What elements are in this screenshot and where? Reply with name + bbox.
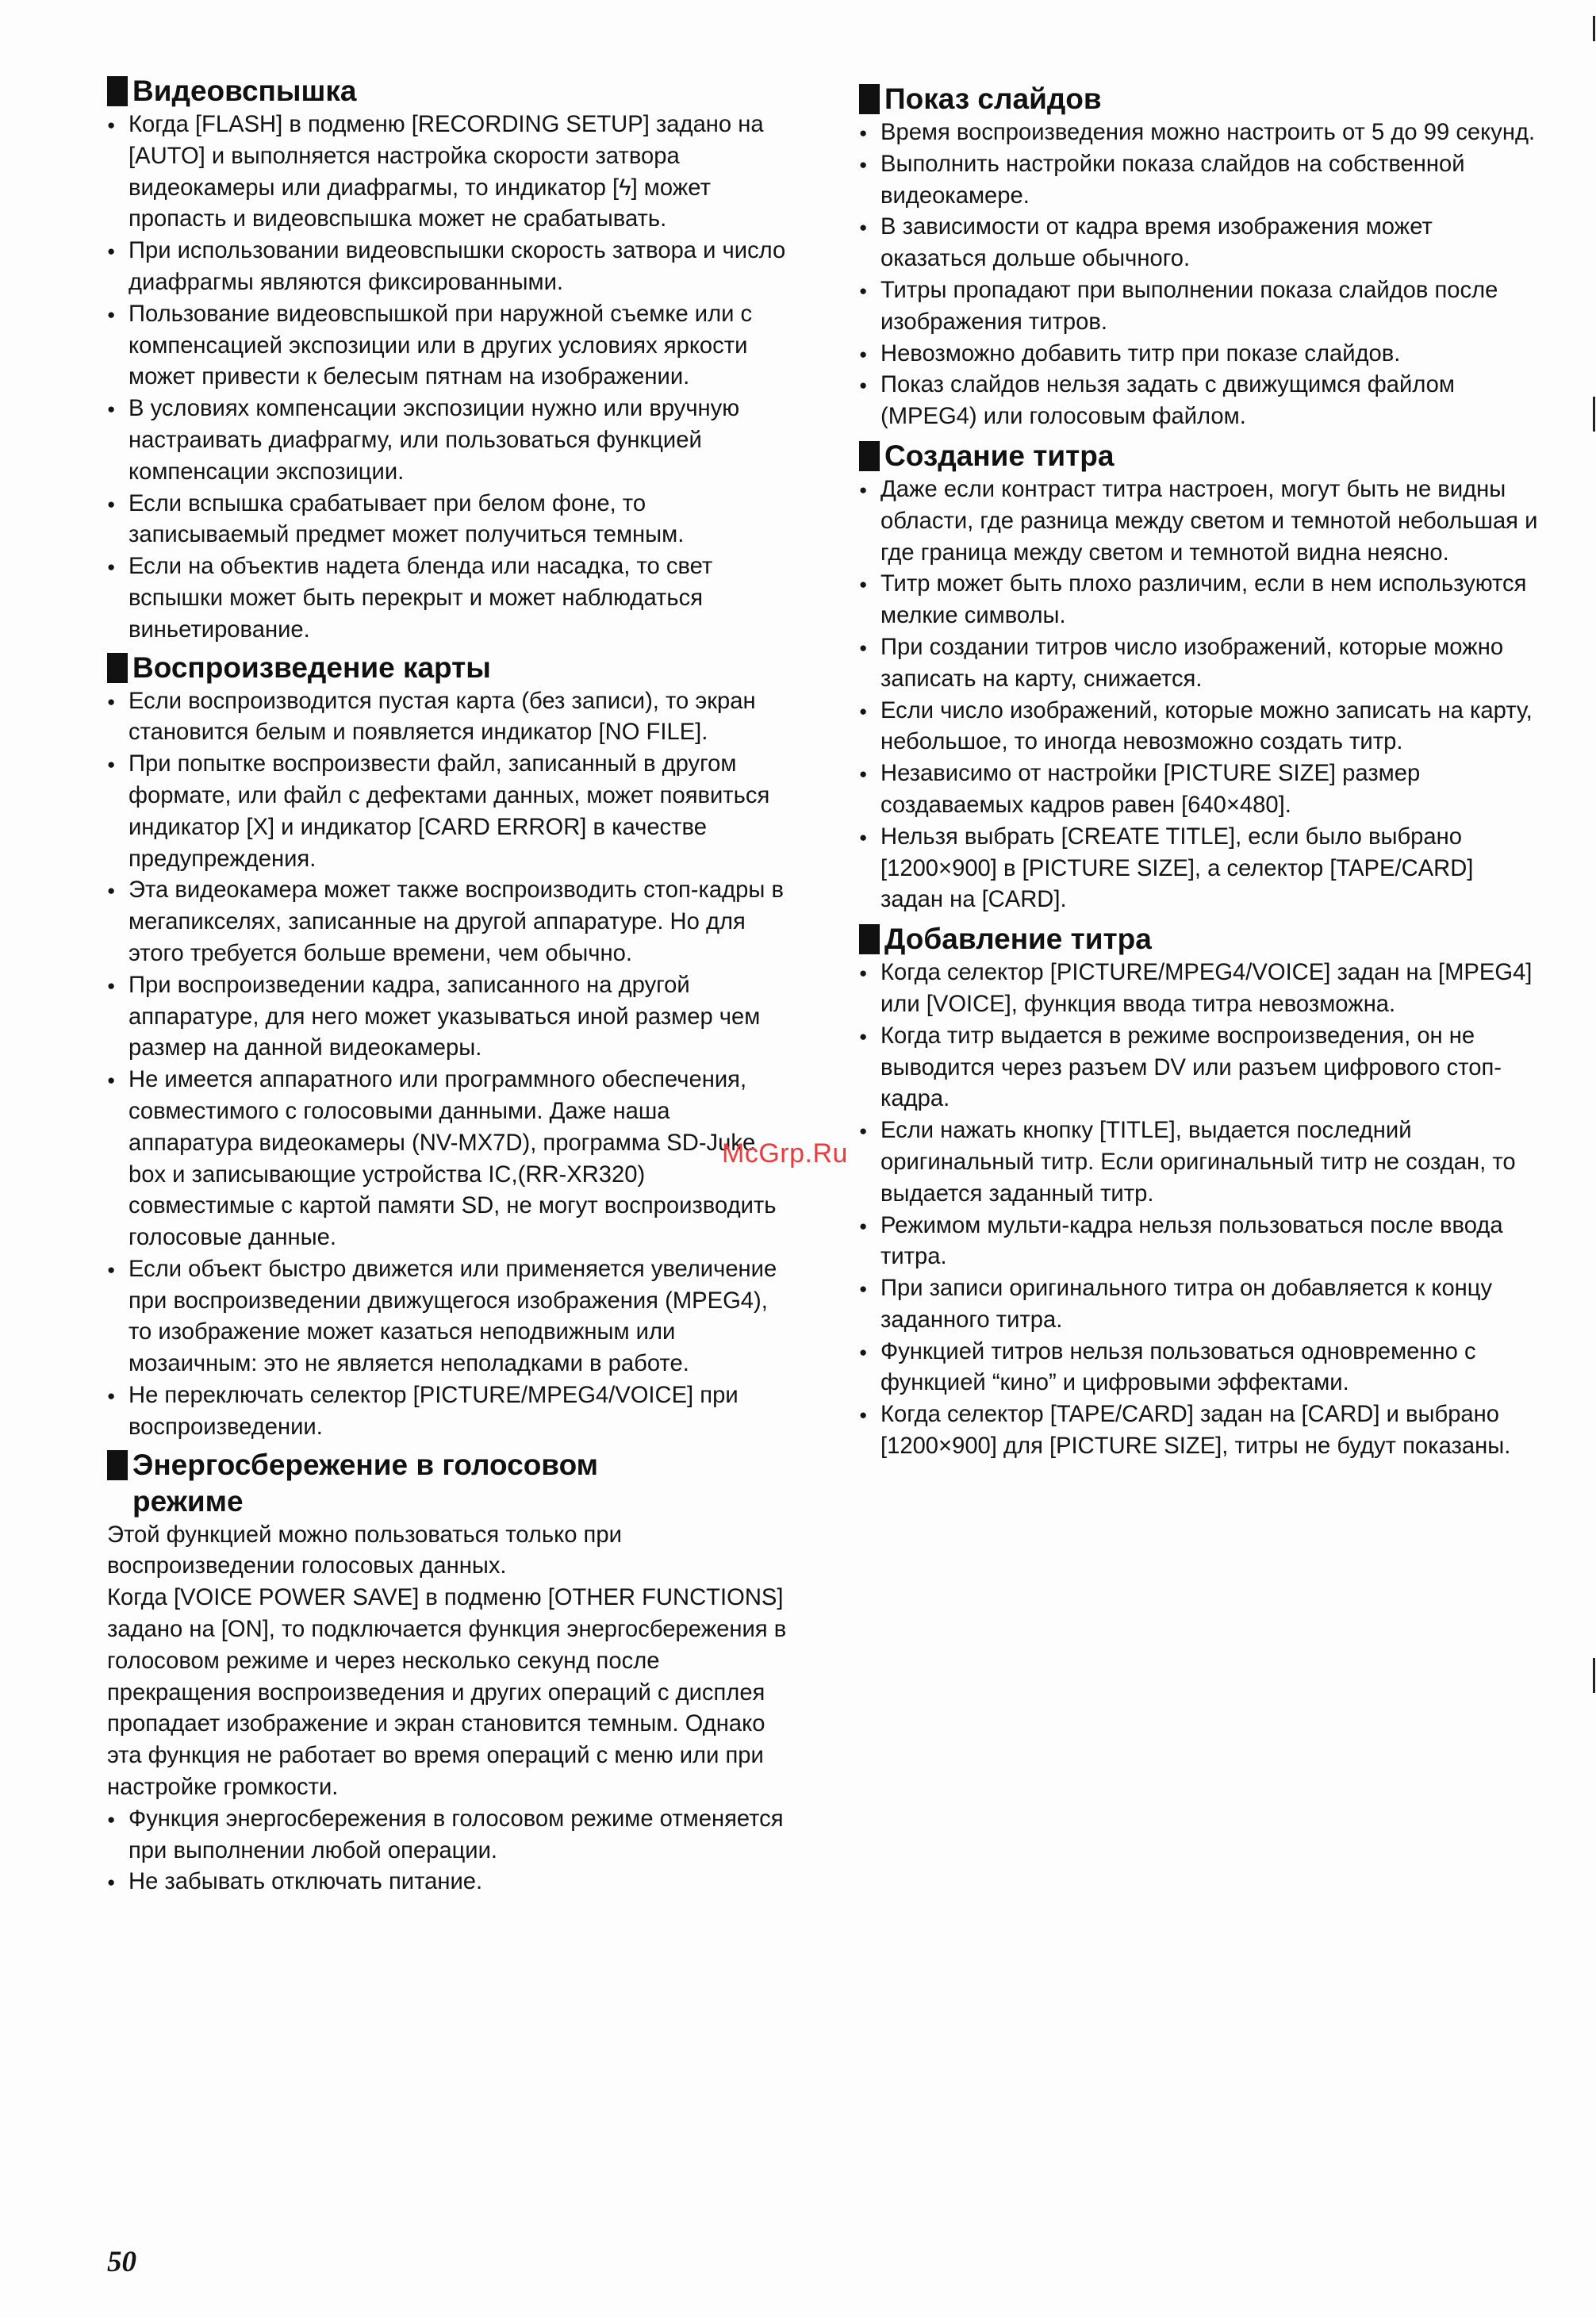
- list-item: ● Независимо от настройки [PICTURE SIZE] размер создаваемых кадров равен [640×480].: [859, 758, 1541, 822]
- scan-edge-mark: [1593, 16, 1595, 41]
- scan-edge-mark: [1593, 397, 1595, 432]
- list-item: ● Если объект быстро движется или применяется увеличение при воспроизведении движущегося изображения (MPEG4), то изображение может казаться неподвижным или мозаичным: это не является неполадками в работе.: [107, 1254, 793, 1380]
- list-item: ● Титр может быть плохо различим, если в нем используются мелкие символы.: [859, 569, 1541, 632]
- list-item: ● При попытке воспроизвести файл, записанный в другом формате, или файл с дефектами данных, может появиться индикатор [X] и индикатор [CARD ERROR] в качестве предупреждения.: [107, 749, 793, 875]
- section-flash: [107, 73, 793, 647]
- section-heading-card-playback: [107, 650, 793, 686]
- section-heading-flash: [107, 73, 793, 109]
- list-item: ● При использовании видеовспышки скорость затвора и число диафрагмы являются фиксированными.: [107, 236, 793, 299]
- heading-marker-icon: [107, 76, 128, 106]
- list-item: ● Показ слайдов нельзя задать с движущимся файлом (MPEG4) или голосовым файлом.: [859, 370, 1541, 433]
- right-column: [859, 81, 1541, 1468]
- section-heading-title-creation: [859, 438, 1541, 474]
- heading-marker-icon: [859, 924, 880, 954]
- list-item: ● При создании титров число изображений, которые можно записать на карту, снижается.: [859, 632, 1541, 696]
- heading-text: Воспроизведение карты: [132, 650, 491, 684]
- list-item: ● Время воспроизведения можно настроить от 5 до 99 секунд.: [859, 117, 1541, 149]
- list-item: ● Не переключать селектор [PICTURE/MPEG4/VOICE] при воспроизведении.: [107, 1380, 793, 1444]
- heading-text: Энергосбережение в голосовом режиме: [132, 1448, 599, 1518]
- list-item: ● Если на объектив надета бленда или насадка, то свет вспышки может быть перекрыт и может наблюдаться виньетирование.: [107, 551, 793, 646]
- list-item: ● Выполнить настройки показа слайдов на собственной видеокамере.: [859, 149, 1541, 213]
- heading-text: Создание титра: [884, 439, 1115, 472]
- bullet-list: [107, 1804, 793, 1898]
- list-item: ● Когда селектор [TAPE/CARD] задан на [CARD] и выбрано [1200×900] для [PICTURE SIZE], титры не будут показаны.: [859, 1399, 1541, 1463]
- left-column: [107, 73, 793, 1902]
- list-item: ● Невозможно добавить титр при показе слайдов.: [859, 339, 1541, 370]
- section-title-creation: [859, 438, 1541, 916]
- bullet-list: [859, 117, 1541, 433]
- bullet-list: [859, 474, 1541, 916]
- list-item: ● Даже если контраст титра настроен, могут быть не видны области, где разница между светом и темнотой небольшая и где граница между светом и темнотой видна неясно.: [859, 474, 1541, 569]
- list-item: ● Если вспышка срабатывает при белом фоне, то записываемый предмет может получиться темным.: [107, 489, 793, 552]
- section-voice-power-save: [107, 1447, 793, 1899]
- list-item: ● Нельзя выбрать [CREATE TITLE], если было выбрано [1200×900] в [PICTURE SIZE], а селектор [TAPE/CARD] задан на [CARD].: [859, 822, 1541, 916]
- list-item: ● В зависимости от кадра время изображения может оказаться дольше обычного.: [859, 212, 1541, 275]
- bullet-list: [107, 109, 793, 647]
- heading-marker-icon: [859, 84, 880, 114]
- heading-marker-icon: [107, 1450, 128, 1480]
- list-item: ● Когда [FLASH] в подменю [RECORDING SETUP] задано на [AUTO] и выполняется настройка скорости затвора видеокамеры или диафрагмы, то индикатор [ϟ] может пропасть и видеовспышка может не срабатывать.: [107, 109, 793, 236]
- section-heading-slideshow: [859, 81, 1541, 117]
- list-item: ● При записи оригинального титра он добавляется к концу заданного титра.: [859, 1273, 1541, 1337]
- section-heading-title-adding: [859, 921, 1541, 958]
- list-item: ● Пользование видеовспышкой при наружной съемке или с компенсацией экспозиции или в других условиях яркости может привести к белесым пятнам на изображении.: [107, 299, 793, 393]
- list-item: ● Когда титр выдается в режиме воспроизведения, он не выводится через разъем DV или разъем цифрового стоп-кадра.: [859, 1021, 1541, 1115]
- heading-marker-icon: [859, 441, 880, 471]
- heading-text: Показ слайдов: [884, 83, 1102, 115]
- list-item: ● Если нажать кнопку [TITLE], выдается последний оригинальный титр. Если оригинальный титр не создан, то выдается заданный титр.: [859, 1115, 1541, 1210]
- heading-marker-icon: [107, 653, 128, 683]
- list-item: ● Титры пропадают при выполнении показа слайдов после изображения титров.: [859, 275, 1541, 339]
- list-item: ● Функция энергосбережения в голосовом режиме отменяется при выполнении любой операции.: [107, 1804, 793, 1867]
- scan-edge-mark: [1593, 1658, 1595, 1693]
- paragraph: Этой функцией можно пользоваться только при воспроизведении голосовых данных.: [107, 1522, 622, 1579]
- watermark: McGrp.Ru: [722, 1138, 848, 1169]
- section-title-adding: [859, 921, 1541, 1463]
- list-item: ● Эта видеокамера может также воспроизводить стоп-кадры в мегапикселях, записанные на другой аппаратуре. Но для этого требуется больше времени, чем обычно.: [107, 875, 793, 969]
- list-item: ● Если воспроизводится пустая карта (без записи), то экран становится белым и появляется индикатор [NO FILE].: [107, 686, 793, 750]
- heading-text: Видеовспышка: [132, 75, 357, 107]
- list-item: ● Если число изображений, которые можно записать на карту, небольшое, то иногда невозможно создать титр.: [859, 696, 1541, 759]
- page-number: 50: [107, 2246, 136, 2278]
- list-item: ● Не имеется аппаратного или программного обеспечения, совместимого с голосовыми данными. Даже наша аппаратура видеокамеры (NV-MX7D), программа SD-Juke box и записывающие устройства IC,(RR-XR320) совместимые с картой памяти SD, не могут воспроизводить голосовые данные.: [107, 1065, 793, 1254]
- heading-text: Добавление титра: [884, 923, 1152, 956]
- list-item: ● Режимом мульти-кадра нельзя пользоваться после ввода титра.: [859, 1211, 1541, 1274]
- section-slideshow: [859, 81, 1541, 433]
- paragraph: Когда [VOICE POWER SAVE] в подменю [OTHER FUNCTIONS] задано на [ON], то подключается функция энергосбережения в голосовом режиме и через несколько секунд после прекращения воспроизведения и других операций с дисплея пропадает изображение и экран становится темным. Однако эта функция не работает во время операций с меню или при настройке громкости.: [107, 1585, 787, 1801]
- bullet-list: [107, 686, 793, 1444]
- list-item: ● Не забывать отключать питание.: [107, 1867, 793, 1898]
- list-item: ● При воспроизведении кадра, записанного на другой аппаратуре, для него может указываться иной размер чем размер на данной видеокамеры.: [107, 970, 793, 1065]
- list-item: ● В условиях компенсации экспозиции нужно или вручную настраивать диафрагму, или пользоваться функцией компенсации экспозиции.: [107, 393, 793, 488]
- list-item: ● Когда селектор [PICTURE/MPEG4/VOICE] задан на [MPEG4] или [VOICE], функция ввода титра невозможна.: [859, 958, 1541, 1021]
- section-heading-voice-power-save: [107, 1447, 793, 1520]
- section-card-playback: [107, 650, 793, 1444]
- bullet-list: [859, 958, 1541, 1463]
- list-item: ● Функцией титров нельзя пользоваться одновременно с функцией “кино” и цифровыми эффектами.: [859, 1337, 1541, 1400]
